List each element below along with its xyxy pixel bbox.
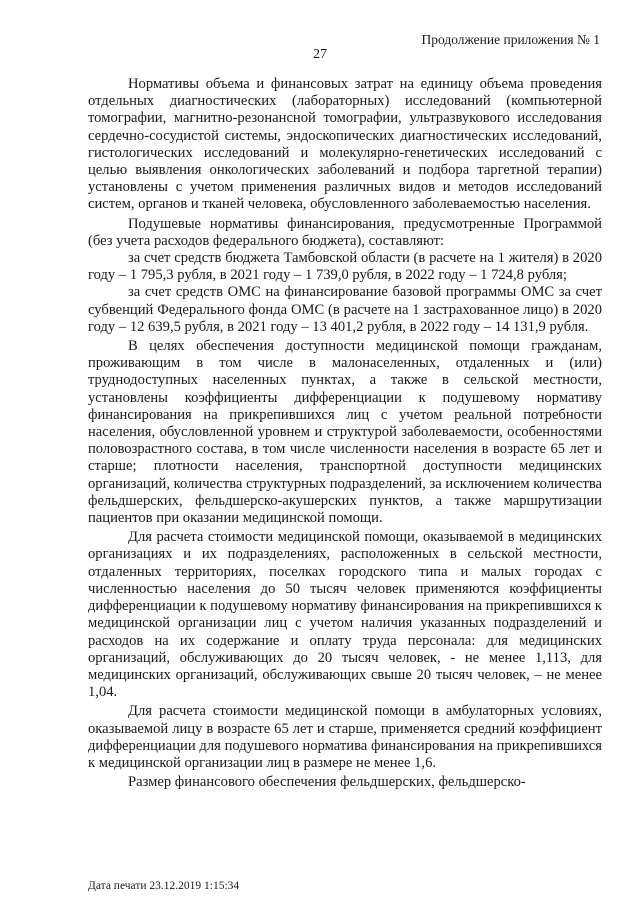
document-body [88, 76, 602, 791]
paragraph-feldsher-funding: Размер финансового обеспечения фельдшерских, фельдшерско- [128, 774, 526, 791]
paragraph-elderly-coefficient: Для расчета стоимости медицинской помощи в амбулаторных условиях, оказываемой лицу в возрасте 65 лет и старше, применяется средний коэффициент дифференциации для подушевого норматива финансирования на прикрепившихся к медицинской организации лиц в размере не менее 1,6. [88, 703, 602, 771]
paragraph-accessibility: В целях обеспечения доступности медицинской помощи гражданам, проживающим в том числе в малонаселенных, отдаленных и (или) труднодоступных населенных пунктах, а также в сельской местности, установлены коэффициенты дифференциации к подушевому нормативу финансирования на прикрепившихся лиц с учетом реальной потребности населения, обусловленной уровнем и структурой заболеваемости, особенностями половозрастного состава, в том числе численности населения в возрасте 65 лет и старше; плотности населения, транспортной доступности медицинских организаций, количества структурных подразделений, за исключением количества фельдшерских, фельдшерско-акушерских пунктов, а также маршрутизации пациентов при оказании медицинской помощи. [88, 338, 602, 527]
page-number: 27 [313, 47, 327, 62]
appendix-continuation-note: Продолжение приложения № 1 [421, 32, 600, 47]
paragraph-rural-coefficients: Для расчета стоимости медицинской помощи, оказываемой в медицинских организациях и их подразделениях, расположенных в сельской местности, отдаленных территориях, поселках городского типа и малых городах с численностью населения до 50 тысяч человек применяются коэффициенты дифференциации к подушевому нормативу финансирования на прикрепившихся к медицинской организации лиц с учетом наличия указанных подразделений и расходов на их содержание и оплату труда персонала: для медицинских организаций, обслуживающих до 20 тысяч человек, - не менее 1,113, для медицинских организаций, обслуживающих свыше 20 тысяч человек, – не менее 1,04. [88, 529, 602, 701]
print-date-footer: Дата печати 23.12.2019 1:15:34 [88, 880, 240, 892]
paragraph-regional-budget: за счет средств бюджета Тамбовской области (в расчете на 1 жителя) в 2020 году – 1 795,3 рубля, в 2021 году – 1 739,0 рубля, в 2022 году – 1 724,8 рубля; [88, 250, 602, 284]
paragraph-per-capita-norms: Подушевые нормативы финансирования, предусмотренные Программой (без учета расходов федерального бюджета), составляют: [88, 215, 602, 249]
paragraph-diagnostic-norms: Нормативы объема и финансовых затрат на единицу объема проведения отдельных диагностических (лабораторных) исследований (компьютерной томографии, магнитно-резонансной томографии, ультразвукового исследования сердечно-сосудистой системы, эндоскопических диагностических исследований, гистологических исследований и молекулярно-генетических исследований с целью выявления онкологических заболеваний и подбора таргетной терапии) установлены с учетом применения различных видов и методов исследований систем, органов и тканей человека, обусловленного заболеваемостью населения. [88, 76, 602, 213]
paragraph-oms-funds: за счет средств ОМС на финансирование базовой программы ОМС за счет субвенций Федерального фонда ОМС (в расчете на 1 застрахованное лицо) в 2020 году – 12 639,5 рубля, в 2021 году – 13 401,2 рубля, в 2022 году – 14 131,9 рубля. [88, 284, 602, 335]
